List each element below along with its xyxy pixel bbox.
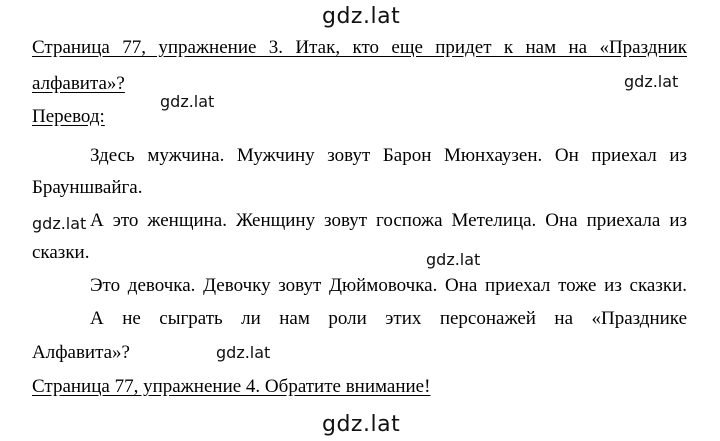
watermark: gdz.lat xyxy=(216,343,271,362)
watermark: gdz.lat xyxy=(624,72,679,91)
exercise-3-heading-line1: Страница 77, упражнение 3. Итак, кто еще придет к нам на «Праздник xyxy=(32,37,687,58)
watermark-bottom: gdz.lat xyxy=(322,412,401,437)
watermark-top: gdz.lat xyxy=(322,4,401,29)
paragraph-1-line1: Здесь мужчина. Мужчину зовут Барон Мюнхаузен. Он приехал из xyxy=(90,145,687,166)
exercise-4-heading: Страница 77, упражнение 4. Обратите внимание! xyxy=(32,376,431,397)
watermark: gdz.lat xyxy=(32,214,87,233)
watermark: gdz.lat xyxy=(426,250,481,269)
paragraph-1-line2: Брауншвайга. xyxy=(32,177,143,198)
paragraph-2-line2: сказки. xyxy=(32,242,90,263)
translation-label: Перевод: xyxy=(32,106,105,127)
paragraph-4-line1: А не сыграть ли нам роли этих персонажей на «Празднике xyxy=(90,308,687,329)
paragraph-4-line2: Алфавита»? xyxy=(32,342,130,363)
watermark: gdz.lat xyxy=(160,92,215,111)
paragraph-3-line1: Это девочка. Девочку зовут Дюймовочка. Она приехал тоже из сказки. xyxy=(90,275,687,296)
exercise-3-heading-line2: алфавита»? xyxy=(32,73,125,94)
paragraph-2-line1: А это женщина. Женщину зовут госпожа Метелица. Она приехала из xyxy=(90,210,687,231)
